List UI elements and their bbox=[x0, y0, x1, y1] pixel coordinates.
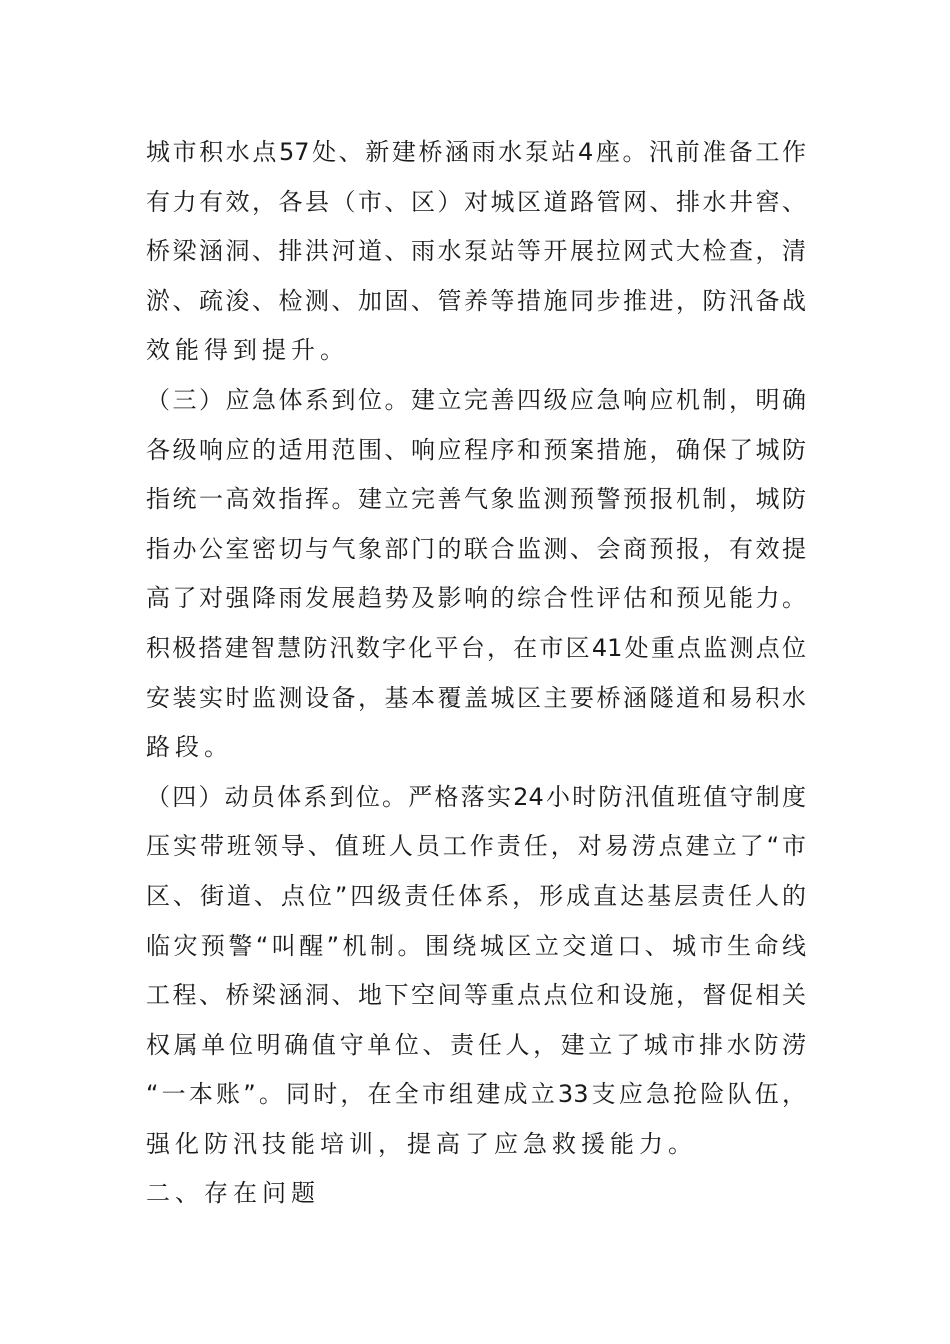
text-line: 淤、疏浚、检测、加固、管养等措施同步推进，防汛备战 bbox=[146, 286, 806, 315]
paragraph-emergency-system bbox=[146, 376, 806, 773]
text-line: 积极搭建智慧防汛数字化平台，在市区41处重点监测点位 bbox=[146, 633, 806, 662]
text-line: 指办公室密切与气象部门的联合监测、会商预报，有效提 bbox=[146, 534, 806, 563]
paragraph-flood-preparation bbox=[146, 128, 806, 376]
text-line: 城市积水点57处、新建桥涵雨水泵站4座。汛前准备工作 bbox=[146, 138, 806, 166]
text-line: 指统一高效指挥。建立完善气象监测预警预报机制，城防 bbox=[146, 485, 806, 514]
text-line: 路段。 bbox=[146, 733, 233, 762]
text-line: （四）动员体系到位。严格落实24小时防汛值班值守制度 bbox=[146, 782, 806, 811]
text-line: 高了对强降雨发展趋势及影响的综合性评估和预见能力。 bbox=[146, 584, 806, 613]
paragraph-mobilization-system bbox=[146, 773, 806, 1170]
section-heading: 二、存在问题 bbox=[146, 1179, 320, 1208]
text-line: 桥梁涵洞、排洪河道、雨水泵站等开展拉网式大检查，清 bbox=[146, 237, 806, 266]
text-line: 区、街道、点位”四级责任体系，形成直达基层责任人的 bbox=[146, 881, 806, 910]
text-line: 权属单位明确值守单位、责任人，建立了城市排水防涝 bbox=[146, 1030, 806, 1059]
text-line: 效能得到提升。 bbox=[146, 336, 349, 365]
text-line: 压实带班领导、值班人员工作责任，对易涝点建立了“市 bbox=[146, 832, 806, 861]
text-line: 有力有效，各县（市、区）对城区道路管网、排水井窖、 bbox=[146, 187, 806, 216]
text-line: 安装实时监测设备，基本覆盖城区主要桥涵隧道和易积水 bbox=[146, 683, 806, 712]
text-line: 临灾预警“叫醒”机制。围绕城区立交道口、城市生命线 bbox=[146, 931, 806, 960]
text-line: 各级响应的适用范围、响应程序和预案措施，确保了城防 bbox=[146, 435, 806, 464]
section-heading-problems bbox=[146, 1169, 806, 1219]
text-line: （三）应急体系到位。建立完善四级应急响应机制，明确 bbox=[146, 385, 806, 414]
text-line: 工程、桥梁涵洞、地下空间等重点点位和设施，督促相关 bbox=[146, 981, 806, 1010]
text-line: “一本账”。同时，在全市组建成立33支应急抢险队伍， bbox=[146, 1080, 806, 1109]
document-body bbox=[146, 128, 806, 1219]
text-line: 强化防汛技能培训，提高了应急救援能力。 bbox=[146, 1129, 697, 1158]
